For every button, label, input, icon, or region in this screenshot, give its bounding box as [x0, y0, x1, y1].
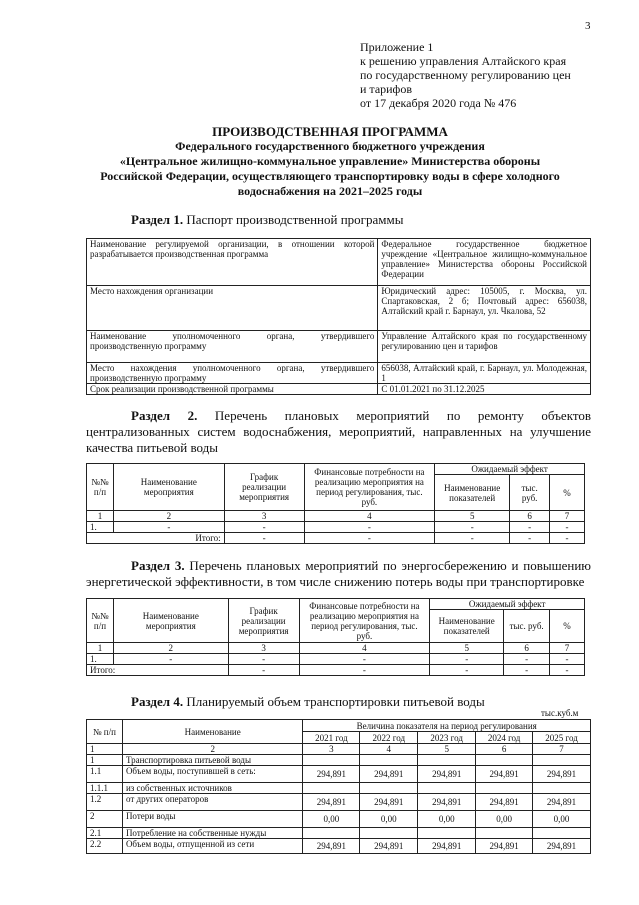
- table-row: [87, 286, 591, 331]
- table-row: [87, 766, 591, 783]
- header-cell: %: [550, 475, 585, 511]
- year-header: 2024 год: [476, 732, 533, 744]
- table-cell: -: [435, 533, 510, 544]
- header-cell: №№ п/п: [87, 464, 114, 511]
- energy-measures-table: [86, 598, 585, 676]
- table-cell: [533, 783, 591, 794]
- table-cell: 0,00: [476, 811, 533, 828]
- appendix-line: от 17 декабря 2020 года № 476: [360, 96, 517, 110]
- table-cell: 294,891: [303, 766, 360, 783]
- table-cell: 294,891: [360, 794, 418, 811]
- table-cell: 3: [224, 511, 304, 522]
- table-row: [87, 239, 591, 286]
- year-header: 2021 год: [303, 732, 360, 744]
- table-cell: Наименование регулируемой организации, в отношении которой разрабатывается производственная программа: [87, 239, 378, 286]
- table-cell: 3: [228, 643, 299, 654]
- table-row: [87, 331, 591, 363]
- header-cell: %: [550, 610, 585, 643]
- section2-text: Перечень плановых мероприятий по ремонту объектов централизованных систем водоснабжения, мероприятий, направленных на улучшение качества питьевой воды: [86, 408, 591, 455]
- table-cell: 5: [418, 744, 476, 755]
- table-row: [87, 828, 591, 839]
- table-cell: [476, 755, 533, 766]
- table-cell: [533, 755, 591, 766]
- table-cell: 4: [360, 744, 418, 755]
- table-row: [87, 783, 591, 794]
- appendix-line: по государственному регулированию цен: [360, 68, 571, 82]
- table-row: [87, 533, 585, 544]
- table-cell: 294,891: [418, 766, 476, 783]
- header-cell: График реализации мероприятия: [224, 464, 304, 511]
- appendix-line: и тарифов: [360, 82, 413, 96]
- table-cell: 1.1.1: [87, 783, 123, 794]
- section2-heading: [86, 408, 591, 456]
- transport-volume-table: [86, 719, 591, 854]
- table-cell: Место нахождения организации: [87, 286, 378, 331]
- table-row: [87, 654, 585, 665]
- title-line: водоснабжения на 2021–2025 годы: [237, 184, 423, 198]
- table-cell: 1.: [87, 654, 114, 665]
- table-row: [87, 464, 585, 475]
- table-cell: 0,00: [418, 811, 476, 828]
- table-cell: Управление Алтайского края по государственному регулированию цен и тарифов: [378, 331, 591, 363]
- table-row: [87, 665, 585, 676]
- table-cell: -: [228, 665, 299, 676]
- table-cell: 7: [533, 744, 591, 755]
- table-row: [87, 384, 591, 395]
- table-cell: -: [113, 654, 228, 665]
- section3-number: Раздел 3.: [131, 558, 185, 573]
- table-cell: 6: [476, 744, 533, 755]
- table-cell: [360, 828, 418, 839]
- table-cell: 2.1: [87, 828, 123, 839]
- table-cell: -: [504, 665, 550, 676]
- table-cell: -: [430, 654, 504, 665]
- table-cell: от других операторов: [122, 794, 303, 811]
- table-cell: 294,891: [533, 839, 591, 854]
- table-cell: Потребление на собственные нужды: [122, 828, 303, 839]
- table-cell: 1.1: [87, 766, 123, 783]
- year-header: 2022 год: [360, 732, 418, 744]
- header-cell: Наименование мероприятия: [113, 599, 228, 643]
- table-cell: 0,00: [303, 811, 360, 828]
- table-cell: [476, 828, 533, 839]
- section4-text: Планируемый объем транспортировки питьевой воды: [183, 694, 485, 709]
- table-cell: 294,891: [303, 839, 360, 854]
- header-cell: График реализации мероприятия: [228, 599, 299, 643]
- table-row: [87, 794, 591, 811]
- table-cell: Объем воды, отпущенной из сети: [122, 839, 303, 854]
- table-cell: 4: [304, 511, 435, 522]
- header-cell: Наименование мероприятия: [113, 464, 224, 511]
- table-cell: [360, 755, 418, 766]
- title-line: Российской Федерации, осуществляющего транспортировку воды в сфере холодного: [100, 169, 560, 183]
- total-label: Итого:: [87, 665, 229, 676]
- table-cell: 294,891: [360, 766, 418, 783]
- table-cell: 656038, Алтайский край, г. Барнаул, ул. Молодежная, 1: [378, 363, 591, 384]
- table-cell: Юридический адрес: 105005, г. Москва, ул. Спартаковская, 2 б; Почтовый адрес: 656038, Алтайский край г. Барнаул, ул. Чкалова, 52: [378, 286, 591, 331]
- table-cell: -: [550, 533, 585, 544]
- table-cell: 2: [87, 811, 123, 828]
- header-cell: №№ п/п: [87, 599, 114, 643]
- table-cell: 1: [87, 755, 123, 766]
- section4-number: Раздел 4.: [131, 694, 184, 709]
- table-cell: Место нахождения уполномоченного органа, утвердившего производственную программу: [87, 363, 378, 384]
- table-cell: 1.2: [87, 794, 123, 811]
- table-cell: [418, 828, 476, 839]
- table-cell: -: [228, 654, 299, 665]
- section3-heading: [86, 558, 591, 590]
- table-cell: -: [299, 654, 430, 665]
- table-row: [87, 511, 585, 522]
- header-cell: Наименование: [122, 720, 303, 744]
- table-cell: [533, 828, 591, 839]
- title-line: Федерального государственного бюджетного учреждения: [175, 139, 485, 153]
- table-cell: -: [504, 654, 550, 665]
- table-cell: [303, 783, 360, 794]
- section1-text: Паспорт производственной программы: [183, 212, 404, 227]
- table-cell: -: [304, 522, 435, 533]
- table-cell: из собственных источников: [122, 783, 303, 794]
- table-cell: 0,00: [360, 811, 418, 828]
- table-cell: [303, 755, 360, 766]
- table-cell: 3: [303, 744, 360, 755]
- title-line: ПРОИЗВОДСТВЕННАЯ ПРОГРАММА: [212, 124, 448, 139]
- table-cell: -: [550, 654, 585, 665]
- table-cell: Срок реализации производственной программы: [87, 384, 378, 395]
- header-cell: тыс. руб.: [510, 475, 550, 511]
- table-cell: [303, 828, 360, 839]
- section2-number: Раздел 2.: [131, 408, 198, 423]
- table-cell: -: [435, 522, 510, 533]
- table-cell: -: [113, 522, 224, 533]
- table-cell: 294,891: [418, 839, 476, 854]
- table-cell: -: [510, 533, 550, 544]
- table-cell: 294,891: [533, 766, 591, 783]
- header-cell: Ожидаемый эффект: [430, 599, 585, 610]
- table-cell: 5: [435, 511, 510, 522]
- table-row: [87, 755, 591, 766]
- section1-number: Раздел 1.: [131, 212, 184, 227]
- table-cell: 2: [113, 643, 228, 654]
- appendix-block: [360, 40, 615, 110]
- passport-table: [86, 238, 591, 395]
- page-number: 3: [585, 20, 591, 32]
- table-row: [87, 839, 591, 854]
- table-cell: 6: [504, 643, 550, 654]
- table-cell: 0,00: [533, 811, 591, 828]
- table-cell: -: [299, 665, 430, 676]
- year-header: 2023 год: [418, 732, 476, 744]
- table-cell: [360, 783, 418, 794]
- title-line: «Центральное жилищно-коммунальное управление» Министерства обороны: [119, 154, 541, 168]
- table-cell: -: [550, 522, 585, 533]
- table-cell: 1.: [87, 522, 114, 533]
- units-label: тыс.куб.м: [541, 708, 579, 718]
- table-cell: Объем воды, поступившей в сеть:: [122, 766, 303, 783]
- table-cell: -: [304, 533, 435, 544]
- appendix-line: к решению управления Алтайского края: [360, 54, 567, 68]
- table-cell: 7: [550, 511, 585, 522]
- table-cell: -: [224, 533, 304, 544]
- table-cell: Наименование уполномоченного органа, утвердившего производственную программу: [87, 331, 378, 363]
- table-cell: 2: [122, 744, 303, 755]
- table-cell: 6: [510, 511, 550, 522]
- table-cell: С 01.01.2021 по 31.12.2025: [378, 384, 591, 395]
- table-cell: 294,891: [418, 794, 476, 811]
- table-row: [87, 811, 591, 828]
- header-cell: Величина показателя на период регулирования: [303, 720, 591, 732]
- table-cell: -: [510, 522, 550, 533]
- table-row: [87, 599, 585, 610]
- table-cell: 1: [87, 643, 114, 654]
- year-header: 2025 год: [533, 732, 591, 744]
- table-row: [87, 522, 585, 533]
- table-cell: 4: [299, 643, 430, 654]
- table-cell: 294,891: [360, 839, 418, 854]
- total-label: Итого:: [87, 533, 225, 544]
- header-cell: Финансовые потребности на реализацию мероприятия на период регулирования, тыс. руб.: [304, 464, 435, 511]
- repair-measures-table: [86, 463, 585, 544]
- table-cell: 294,891: [303, 794, 360, 811]
- table-cell: Федеральное государственное бюджетное учреждение «Центральное жилищно-коммунальное управление» Министерства обороны Российской Федерации: [378, 239, 591, 286]
- appendix-line: Приложение 1: [360, 40, 434, 54]
- table-cell: 7: [550, 643, 585, 654]
- table-cell: [418, 755, 476, 766]
- document-title: [70, 124, 590, 199]
- table-cell: 294,891: [476, 839, 533, 854]
- table-cell: [476, 783, 533, 794]
- section1-heading: [131, 212, 403, 228]
- table-cell: 5: [430, 643, 504, 654]
- header-cell: Наименование показателей: [430, 610, 504, 643]
- header-cell: Наименование показателей: [435, 475, 510, 511]
- table-row: [87, 363, 591, 384]
- table-cell: 294,891: [476, 794, 533, 811]
- table-row: [87, 643, 585, 654]
- header-cell: № п/п: [87, 720, 123, 744]
- table-cell: Потери воды: [122, 811, 303, 828]
- section4-heading: [131, 694, 485, 710]
- header-cell: Ожидаемый эффект: [435, 464, 585, 475]
- table-cell: [418, 783, 476, 794]
- table-cell: 1: [87, 511, 114, 522]
- table-cell: -: [430, 665, 504, 676]
- table-cell: 1: [87, 744, 123, 755]
- table-cell: 2.2: [87, 839, 123, 854]
- table-row: [87, 744, 591, 755]
- table-cell: Транспортировка питьевой воды: [122, 755, 303, 766]
- table-cell: 2: [113, 511, 224, 522]
- table-row: [87, 720, 591, 732]
- table-cell: -: [550, 665, 585, 676]
- section3-text: Перечень плановых мероприятий по энергосбережению и повышению энергетической эффективности, в том числе снижению потерь воды при транспортировке: [86, 558, 591, 589]
- table-cell: 294,891: [533, 794, 591, 811]
- header-cell: Финансовые потребности на реализацию мероприятия на период регулирования, тыс. руб.: [299, 599, 430, 643]
- table-cell: -: [224, 522, 304, 533]
- header-cell: тыс. руб.: [504, 610, 550, 643]
- table-cell: 294,891: [476, 766, 533, 783]
